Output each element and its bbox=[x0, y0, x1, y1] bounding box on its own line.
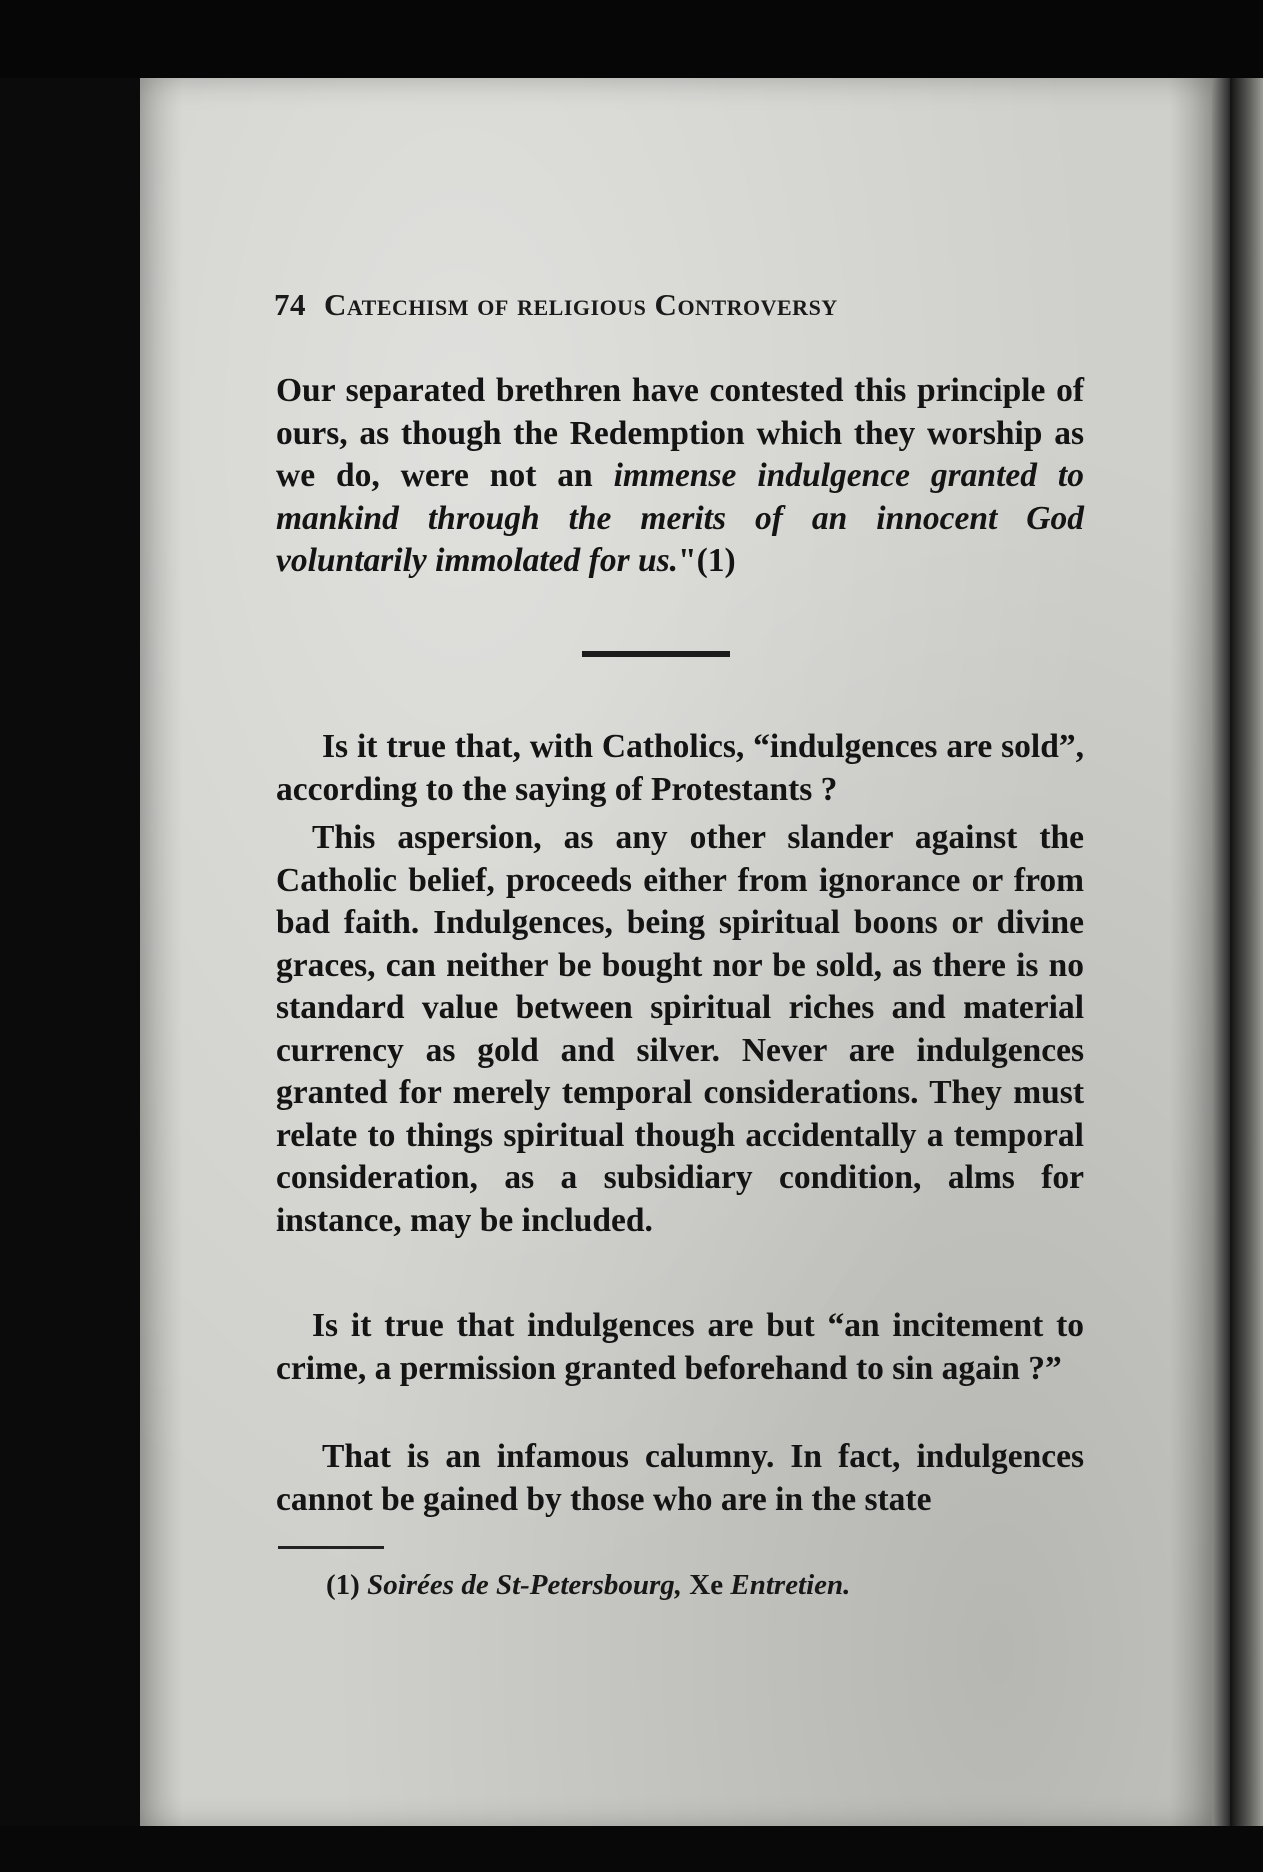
footnote-reference: "(1) bbox=[678, 542, 736, 579]
answer-2: That is an infamous calumny. In fact, indulgences cannot be gained by those who are in the state bbox=[276, 1438, 1084, 1518]
continuation-italic: immense indulgence granted to mankind through the merits of an innocent God voluntarily immolated for us. bbox=[276, 457, 1084, 579]
facing-page-edge bbox=[1230, 78, 1263, 1828]
continuation-text: Our separated brethren have contested this principle of ours, as though the Redemption which they worship as we do, were not an bbox=[276, 372, 1084, 494]
footnote-part: Entretien. bbox=[730, 1569, 851, 1601]
running-title: Catechism of religious Controversy bbox=[324, 287, 838, 322]
footnote-title: Soirées de St-Petersbourg, bbox=[367, 1569, 683, 1601]
question-2: Is it true that indulgences are but “an incitement to crime, a permission granted beforehand to sin again ?” bbox=[276, 1307, 1084, 1387]
scan-bottom-edge bbox=[0, 1826, 1263, 1872]
footnote-marker: (1) bbox=[326, 1569, 360, 1601]
scan-top-edge bbox=[0, 0, 1263, 78]
footnote-volume: Xe bbox=[689, 1569, 724, 1601]
question-1: Is it true that, with Catholics, “indulgences are sold”, according to the saying of Protestants ? bbox=[276, 728, 1084, 808]
answer-1: This aspersion, as any other slander against the Catholic belief, proceeds either from ignorance or from bad faith. Indulgences, being spiritual boons or divine graces, can neither be bought nor be sold, as there is no standard value between spiritual riches and material currency as gold and silver. Never are indulgences granted for merely temporal considerations. They must relate to things spiritual though accidentally a temporal consideration, as a subsidiary condition, alms for instance, may be included. bbox=[276, 819, 1084, 1239]
page-number: 74 bbox=[274, 287, 306, 322]
continuation-paragraph bbox=[276, 370, 1084, 583]
section-divider bbox=[582, 651, 730, 657]
footnote-rule bbox=[278, 1546, 384, 1549]
footnote bbox=[326, 1567, 1026, 1603]
page-gutter bbox=[1212, 78, 1230, 1828]
running-header bbox=[274, 287, 1074, 327]
